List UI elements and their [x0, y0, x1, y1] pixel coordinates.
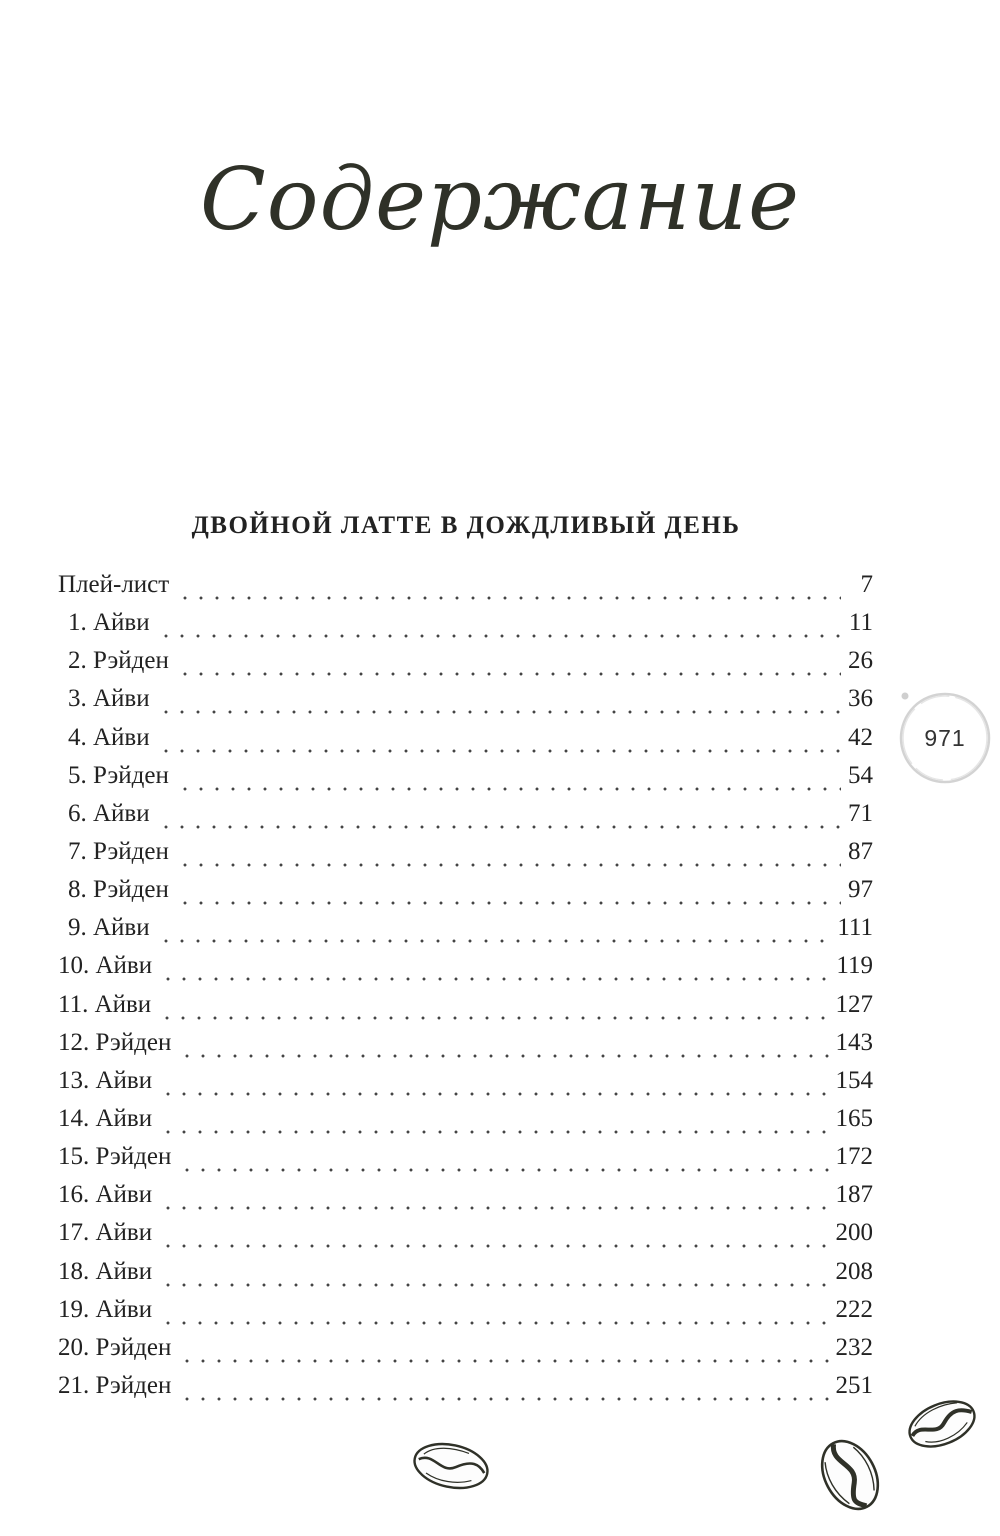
toc-entry-page: 251	[835, 1371, 873, 1399]
dot-leader	[158, 748, 841, 754]
toc-entry-label: 16. Айви	[58, 1181, 153, 1209]
toc-entry[interactable]	[58, 609, 873, 647]
toc-entry-page: 42	[848, 723, 873, 751]
dot-leader	[179, 1396, 831, 1402]
toc-entry-page: 232	[835, 1333, 873, 1361]
toc-entry[interactable]	[58, 724, 873, 762]
dot-leader	[179, 1167, 831, 1173]
toc-entry[interactable]	[58, 1105, 873, 1143]
toc-entry-label: 3. Айви	[68, 685, 150, 713]
dot-leader	[159, 1015, 831, 1021]
toc-entry-page: 54	[848, 761, 873, 789]
dot-leader	[158, 824, 841, 830]
toc-entry-page: 143	[835, 1028, 873, 1056]
toc-entry-label: 13. Айви	[58, 1066, 153, 1094]
dot-leader	[177, 786, 841, 792]
dot-leader	[160, 1205, 831, 1211]
dot-leader	[177, 595, 841, 601]
toc-entry[interactable]	[58, 1296, 873, 1334]
dot-leader	[160, 1243, 831, 1249]
coffee-bean-icon	[408, 1436, 494, 1496]
toc-entry-label: 5. Рэйден	[68, 761, 169, 789]
toc-entry-label: 17. Айви	[58, 1219, 153, 1247]
toc-entry-label: 1. Айви	[68, 609, 150, 637]
toc-entry[interactable]	[58, 571, 873, 609]
dot-leader	[158, 938, 834, 944]
toc-entry[interactable]	[58, 1219, 873, 1257]
dot-leader	[160, 1282, 831, 1288]
toc-entry-label: 9. Айви	[68, 914, 150, 942]
toc-entry-page: 11	[848, 609, 873, 637]
coffee-bean-icon	[812, 1434, 888, 1516]
page-number: 971	[924, 725, 966, 751]
toc-entry[interactable]	[58, 991, 873, 1029]
toc-entry[interactable]	[58, 1067, 873, 1105]
toc-entry[interactable]	[58, 952, 873, 990]
toc-entry-page: 97	[848, 876, 873, 904]
toc-entry-label: 4. Айви	[68, 723, 150, 751]
toc-entry-label: 20. Рэйден	[58, 1333, 172, 1361]
dot-leader	[158, 633, 841, 639]
toc-entry-page: 127	[835, 990, 873, 1018]
toc-entry[interactable]	[58, 1029, 873, 1067]
toc-entry-page: 154	[835, 1066, 873, 1094]
toc-entry-page: 222	[835, 1295, 873, 1323]
toc-entry-label: 7. Рэйден	[68, 837, 169, 865]
toc-entry-label: 11. Айви	[58, 990, 152, 1018]
dot-leader	[177, 900, 841, 906]
toc-entry-label: 6. Айви	[68, 799, 150, 827]
toc-entry[interactable]	[58, 1143, 873, 1181]
toc-entry-label: 8. Рэйден	[68, 876, 169, 904]
toc-entry-page: 165	[835, 1104, 873, 1132]
toc-entry-label: 18. Айви	[58, 1257, 153, 1285]
toc-entry-page: 36	[848, 685, 873, 713]
toc-entry-page: 71	[848, 799, 873, 827]
toc-entry-label: 2. Рэйден	[68, 647, 169, 675]
toc-entry-page: 208	[835, 1257, 873, 1285]
page-number-badge	[897, 690, 993, 786]
toc-entry-page: 111	[837, 914, 873, 942]
toc-entry[interactable]	[58, 876, 873, 914]
dot-leader	[160, 1320, 831, 1326]
toc-entry[interactable]	[58, 1258, 873, 1296]
toc-entry-label: 10. Айви	[58, 952, 153, 980]
toc-entry-label: 12. Рэйден	[58, 1028, 172, 1056]
dot-leader	[158, 709, 841, 715]
toc-entry-label: 14. Айви	[58, 1104, 153, 1132]
toc-entry-page: 172	[835, 1143, 873, 1171]
toc-entry[interactable]	[58, 1181, 873, 1219]
coffee-bean-icon	[902, 1394, 982, 1454]
toc-entry-page: 26	[848, 647, 873, 675]
dot-leader	[160, 1129, 831, 1135]
toc-entry-label: 15. Рэйден	[58, 1143, 172, 1171]
table-of-contents	[58, 571, 873, 1410]
toc-entry[interactable]	[58, 647, 873, 685]
dot-leader	[160, 976, 832, 982]
toc-entry[interactable]	[58, 800, 873, 838]
toc-entry[interactable]	[58, 762, 873, 800]
toc-entry-page: 187	[835, 1181, 873, 1209]
toc-entry-label: 21. Рэйден	[58, 1371, 172, 1399]
dot-leader	[179, 1053, 831, 1059]
toc-entry-page: 7	[860, 571, 873, 598]
toc-entry[interactable]	[58, 914, 873, 952]
dot-leader	[177, 671, 841, 677]
toc-entry[interactable]	[58, 838, 873, 876]
toc-entry-page: 119	[836, 952, 873, 980]
toc-entry[interactable]	[58, 1372, 873, 1410]
page-title: Содержание	[200, 150, 800, 250]
dot-leader	[160, 1091, 831, 1097]
dot-leader	[179, 1358, 831, 1364]
toc-entry-label: 19. Айви	[58, 1295, 153, 1323]
toc-entry[interactable]	[58, 685, 873, 723]
toc-entry-page: 200	[835, 1219, 873, 1247]
dot-leader	[177, 862, 841, 868]
toc-entry-page: 87	[848, 837, 873, 865]
toc-entry[interactable]	[58, 1334, 873, 1372]
section-heading: ДВОЙНОЙ ЛАТТЕ В ДОЖДЛИВЫЙ ДЕНЬ	[191, 512, 741, 539]
toc-entry-label: Плей-лист	[58, 571, 170, 598]
